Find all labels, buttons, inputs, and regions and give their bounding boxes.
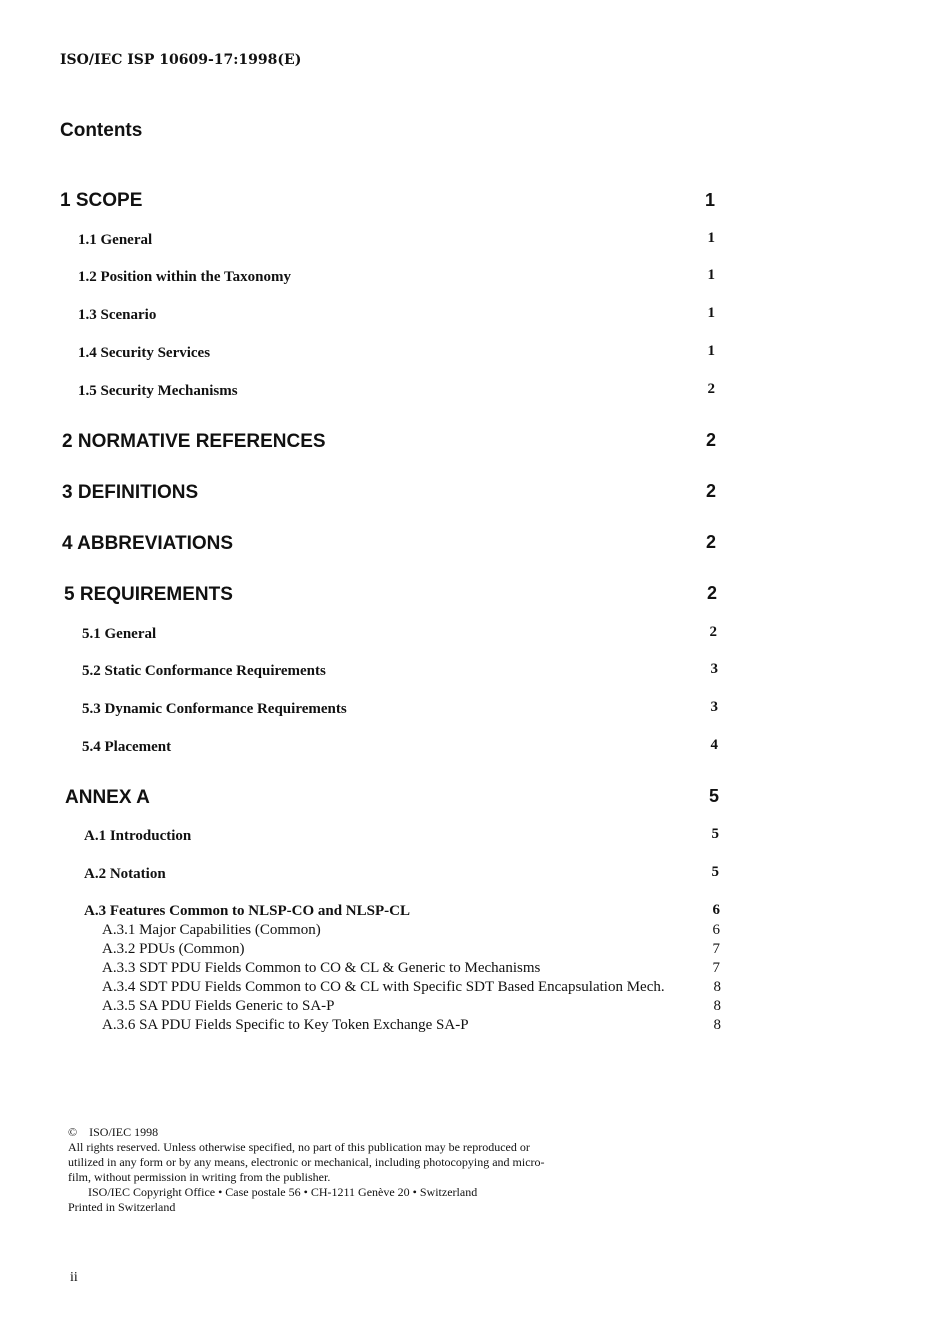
- toc-entry-title[interactable]: 2 NORMATIVE REFERENCES: [62, 431, 326, 452]
- toc-entry-title[interactable]: 3 DEFINITIONS: [62, 482, 199, 503]
- toc-entry-page: 1: [707, 267, 715, 283]
- toc-entry-title[interactable]: 1.2 Position within the Taxonomy: [78, 269, 291, 285]
- toc-entry-title[interactable]: ANNEX A: [65, 787, 150, 808]
- document-id: ISO/IEC ISP 10609-17:1998(E): [60, 52, 302, 68]
- toc-entry-title[interactable]: A.3.3 SDT PDU Fields Common to CO & CL & Generic to Mechanisms: [102, 960, 541, 976]
- toc-entry-page: 4: [710, 737, 718, 753]
- toc-entry-title[interactable]: 1.4 Security Services: [78, 345, 211, 361]
- copyright-line: © ISO/IEC 1998: [68, 1125, 159, 1139]
- toc-entry-page: 2: [706, 583, 717, 603]
- toc-entry-title[interactable]: A.1 Introduction: [84, 828, 192, 844]
- printed-in: Printed in Switzerland: [68, 1200, 176, 1214]
- copyright-office: ISO/IEC Copyright Office • Case postale 56 • CH-1211 Genève 20 • Switzerland: [88, 1185, 478, 1199]
- toc-entry-page: 5: [711, 826, 719, 842]
- copyright-symbol: ©: [68, 1125, 78, 1139]
- toc-entry-title[interactable]: A.3.6 SA PDU Fields Specific to Key Token Exchange SA-P: [102, 1017, 469, 1033]
- toc-entry-page: 1: [707, 343, 715, 359]
- toc-entry-title[interactable]: 5.4 Placement: [82, 739, 172, 755]
- toc-entry-page: 2: [705, 430, 716, 450]
- page-number: ii: [70, 1270, 78, 1285]
- toc-entry-title[interactable]: 1.1 General: [78, 232, 153, 248]
- toc-entry-title[interactable]: A.3.2 PDUs (Common): [102, 941, 245, 957]
- toc-entry-page: 6: [712, 922, 720, 938]
- toc-entry-page: 7: [712, 960, 720, 976]
- toc-entry-title[interactable]: A.2 Notation: [84, 866, 166, 882]
- toc-entry-title[interactable]: A.3 Features Common to NLSP-CO and NLSP-CL: [84, 903, 410, 919]
- toc-entry-title[interactable]: 5 REQUIREMENTS: [64, 584, 233, 605]
- toc-entry-title[interactable]: 5.2 Static Conformance Requirements: [82, 663, 326, 679]
- contents-title: Contents: [60, 120, 143, 141]
- toc-entry-title[interactable]: 4 ABBREVIATIONS: [62, 533, 234, 554]
- toc-entry-page: 2: [707, 381, 715, 397]
- toc-entry-page: 1: [704, 190, 715, 210]
- toc-entry-page: 7: [712, 941, 720, 957]
- toc-entry-page: 3: [710, 661, 718, 677]
- toc-entry-page: 5: [708, 786, 719, 806]
- toc-entry-page: 8: [713, 1017, 721, 1033]
- toc-entry-page: 8: [713, 998, 721, 1014]
- toc-entry-title[interactable]: 1 SCOPE: [60, 190, 143, 211]
- copyright-line: film, without permission in writing from the publisher.: [68, 1170, 331, 1184]
- copyright-line: All rights reserved. Unless otherwise specified, no part of this publication may be reproduced or: [68, 1140, 530, 1154]
- toc-entry-page: 2: [705, 481, 716, 501]
- toc-entry-page: 2: [709, 624, 717, 640]
- toc-entry-page: 1: [707, 305, 715, 321]
- toc-entry-title[interactable]: A.3.5 SA PDU Fields Generic to SA-P: [102, 998, 335, 1014]
- copyright-notice: [68, 1125, 545, 1215]
- toc-entry-title[interactable]: 1.5 Security Mechanisms: [78, 383, 238, 399]
- toc-entry-title[interactable]: A.3.4 SDT PDU Fields Common to CO & CL with Specific SDT Based Encapsulation Mech.: [102, 979, 665, 995]
- toc-entry-page: 2: [705, 532, 716, 552]
- toc-entry-page: 3: [710, 699, 718, 715]
- toc-entry-page: 5: [711, 864, 719, 880]
- toc-entry-page: 1: [707, 230, 715, 246]
- toc-entry-title[interactable]: 1.3 Scenario: [78, 307, 157, 323]
- toc-entry-title[interactable]: 5.1 General: [82, 626, 157, 642]
- toc-entry-page: 6: [712, 902, 720, 918]
- toc-entry-page: 8: [713, 979, 721, 995]
- toc-entry-title[interactable]: A.3.1 Major Capabilities (Common): [102, 922, 321, 938]
- copyright-line: utilized in any form or by any means, electronic or mechanical, including photocopying and micro-: [68, 1155, 545, 1169]
- toc-entry-title[interactable]: 5.3 Dynamic Conformance Requirements: [82, 701, 347, 717]
